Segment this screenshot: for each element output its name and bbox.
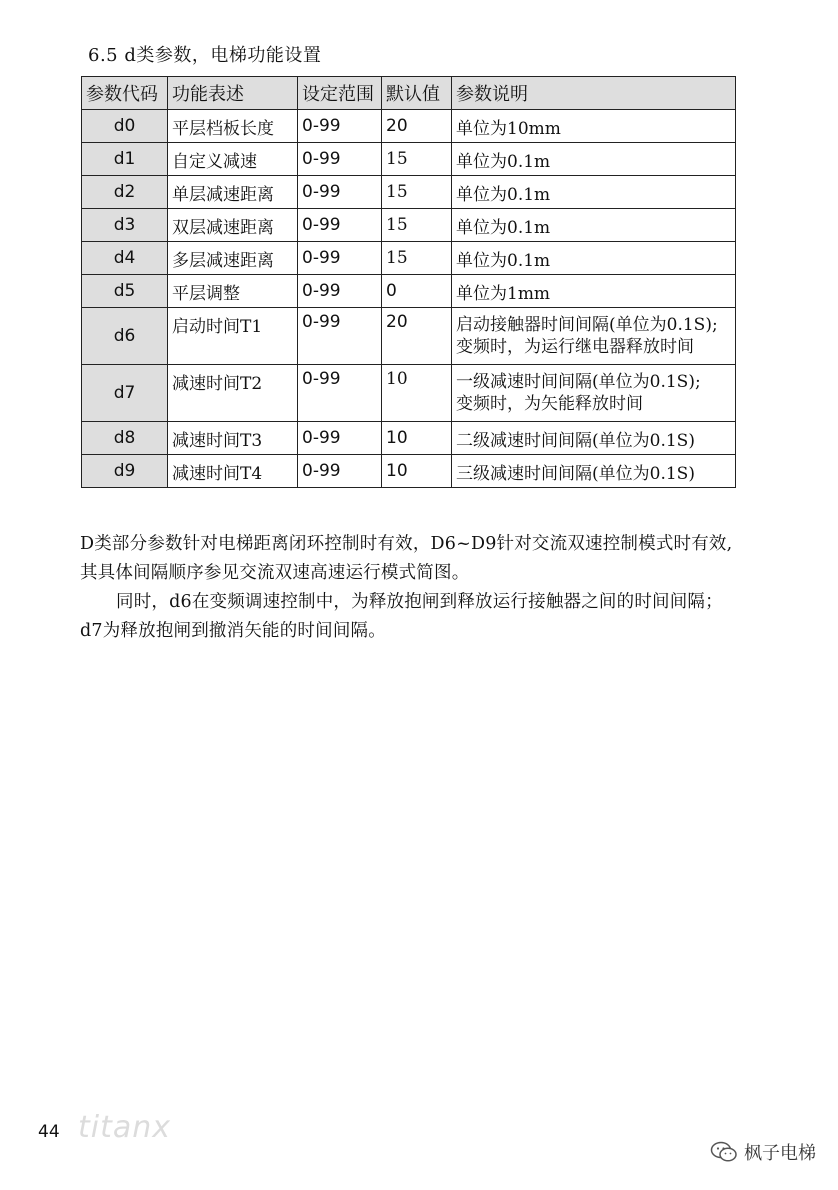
param-description-line: 变频时，为运行继电器释放时间	[456, 337, 694, 357]
param-description-line: 变频时，为矢能释放时间	[456, 394, 643, 414]
section-title: 6.5 d类参数，电梯功能设置	[88, 45, 322, 66]
param-description-line: 启动接触器时间间隔(单位为0.1S);	[456, 315, 718, 335]
table-row	[82, 209, 736, 242]
column-header-description: 参数说明	[452, 77, 736, 110]
param-description: 单位为10mm	[452, 110, 736, 143]
param-code: d7	[82, 365, 168, 422]
table-header-row	[82, 77, 736, 110]
table-row	[82, 365, 736, 422]
param-description: 单位为0.1m	[452, 176, 736, 209]
param-description: 二级减速时间间隔(单位为0.1S)	[452, 422, 736, 455]
param-range: 0-99	[298, 365, 382, 422]
page-number: 44	[38, 1122, 60, 1142]
param-default: 10	[382, 455, 452, 488]
param-range: 0-99	[298, 455, 382, 488]
param-code: d1	[82, 143, 168, 176]
brand-watermark: titanx	[78, 1110, 172, 1145]
param-function: 启动时间T1	[168, 308, 298, 365]
param-default: 15	[382, 143, 452, 176]
table-row	[82, 110, 736, 143]
param-function: 平层调整	[168, 275, 298, 308]
param-function: 双层减速距离	[168, 209, 298, 242]
table-row	[82, 143, 736, 176]
param-description: 三级减速时间间隔(单位为0.1S)	[452, 455, 736, 488]
param-range: 0-99	[298, 275, 382, 308]
param-description	[452, 308, 736, 365]
param-code: d8	[82, 422, 168, 455]
param-range: 0-99	[298, 110, 382, 143]
param-description: 单位为0.1m	[452, 209, 736, 242]
param-range: 0-99	[298, 422, 382, 455]
param-function: 多层减速距离	[168, 242, 298, 275]
parameter-table	[81, 76, 736, 488]
param-default: 10	[382, 422, 452, 455]
param-code: d2	[82, 176, 168, 209]
param-function: 减速时间T4	[168, 455, 298, 488]
param-range: 0-99	[298, 143, 382, 176]
column-header-function: 功能表述	[168, 77, 298, 110]
table-row	[82, 242, 736, 275]
param-default: 20	[382, 308, 452, 365]
body-paragraph	[80, 588, 736, 646]
param-code: d3	[82, 209, 168, 242]
account-watermark	[710, 1139, 816, 1165]
column-header-range: 设定范围	[298, 77, 382, 110]
watermark-text: 枫子电梯	[744, 1143, 816, 1164]
param-default: 15	[382, 176, 452, 209]
param-description-line: 一级减速时间间隔(单位为0.1S);	[456, 372, 701, 392]
param-code: d9	[82, 455, 168, 488]
body-paragraph: D类部分参数针对电梯距离闭环控制时有效，D6~D9针对交流双速控制模式时有效,其具体间隔顺序参见交流双速高速运行模式简图。	[80, 533, 733, 583]
param-range: 0-99	[298, 209, 382, 242]
param-description	[452, 365, 736, 422]
param-function: 减速时间T3	[168, 422, 298, 455]
param-default: 15	[382, 242, 452, 275]
param-code: d6	[82, 308, 168, 365]
param-default: 10	[382, 365, 452, 422]
param-code: d4	[82, 242, 168, 275]
param-code: d5	[82, 275, 168, 308]
param-function: 自定义减速	[168, 143, 298, 176]
param-function: 平层档板长度	[168, 110, 298, 143]
table-row	[82, 422, 736, 455]
param-default: 20	[382, 110, 452, 143]
table-row	[82, 275, 736, 308]
param-range: 0-99	[298, 176, 382, 209]
param-default: 0	[382, 275, 452, 308]
table-row	[82, 308, 736, 365]
param-range: 0-99	[298, 242, 382, 275]
param-range: 0-99	[298, 308, 382, 365]
column-header-code: 参数代码	[82, 77, 168, 110]
body-paragraph-text: 同时，d6在变频调速控制中，为释放抱闸到释放运行接触器之间的时间间隔；d7为释放抱闸到撤消矢能的时间间隔。	[80, 591, 723, 641]
param-description: 单位为0.1m	[452, 143, 736, 176]
param-function: 减速时间T2	[168, 365, 298, 422]
param-function: 单层减速距离	[168, 176, 298, 209]
param-code: d0	[82, 110, 168, 143]
table-row	[82, 455, 736, 488]
column-header-default: 默认值	[382, 77, 452, 110]
param-description: 单位为1mm	[452, 275, 736, 308]
param-description: 单位为0.1m	[452, 242, 736, 275]
table-row	[82, 176, 736, 209]
wechat-icon	[710, 1141, 738, 1163]
param-default: 15	[382, 209, 452, 242]
